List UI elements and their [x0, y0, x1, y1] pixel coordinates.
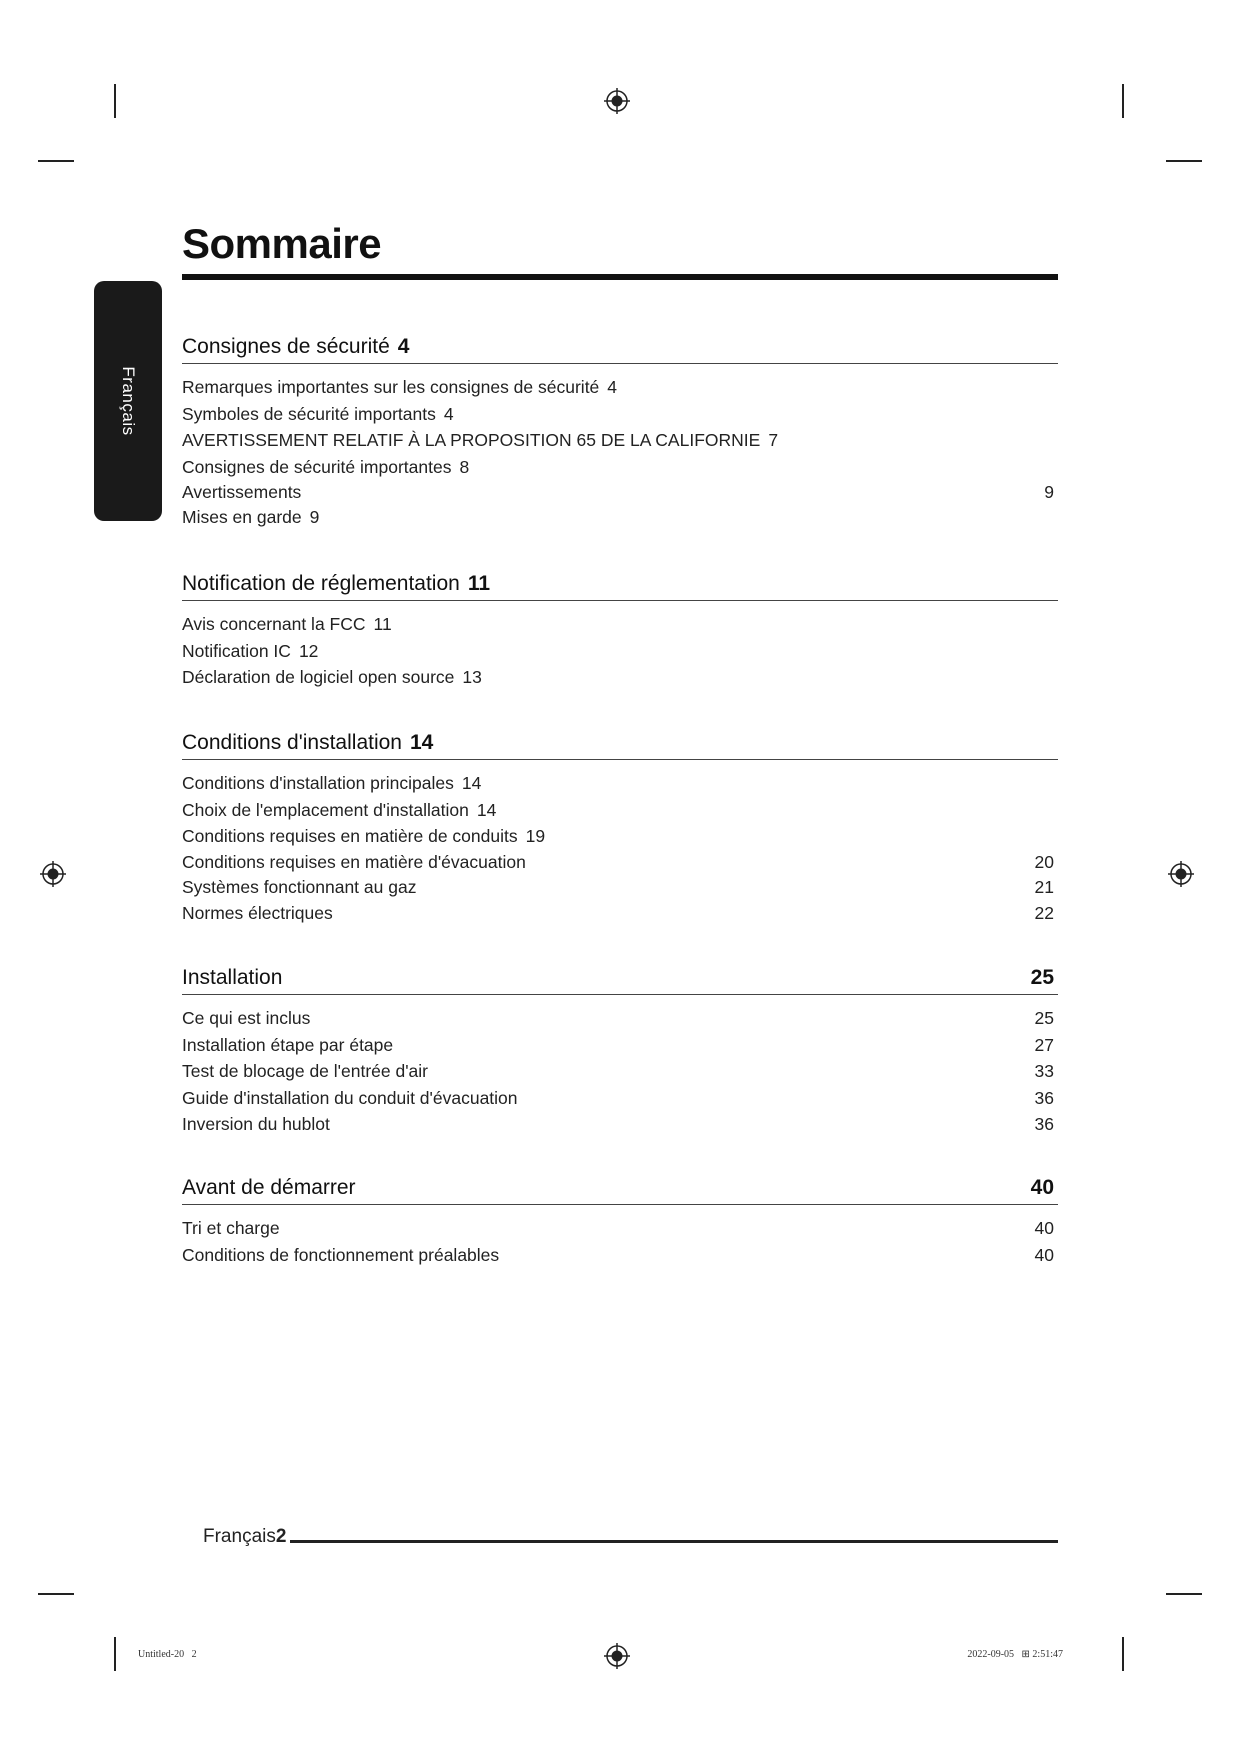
crop-mark [114, 84, 116, 118]
section-title: Notification de réglementation [182, 572, 460, 595]
entry-label: Notification IC [182, 640, 291, 661]
entry-label: Ce qui est inclus [182, 1008, 311, 1028]
entry-page: 22 [1034, 903, 1054, 923]
entry-page: 21 [1034, 876, 1054, 897]
toc-entry[interactable] [182, 664, 1058, 691]
toc-entry[interactable] [182, 874, 1058, 901]
entry-label: Normes électriques [182, 903, 333, 923]
entry-page: 36 [1034, 1087, 1054, 1108]
toc-entry[interactable] [182, 1032, 1058, 1059]
entry-page: 40 [1034, 1218, 1054, 1238]
entry-page: 7 [768, 430, 779, 450]
page-title: Sommaire [182, 220, 382, 267]
toc-section-safety [182, 331, 1058, 531]
entry-page: 20 [1034, 851, 1054, 872]
section-heading[interactable] [182, 568, 1058, 601]
entry-label: Inversion du hublot [182, 1114, 330, 1134]
toc-entry[interactable] [182, 770, 1058, 797]
section-page: 40 [1030, 1176, 1054, 1199]
entry-label: Remarques importantes sur les consignes de sécurité [182, 377, 600, 397]
toc-entry[interactable] [182, 823, 1058, 850]
entry-page: 14 [461, 773, 482, 793]
entry-page: 9 [1044, 482, 1054, 502]
toc-entry[interactable] [182, 1111, 1058, 1138]
footer-language: Français [203, 1526, 276, 1547]
title-rule [182, 274, 1058, 280]
section-heading[interactable] [182, 962, 1058, 995]
section-page: 25 [1030, 966, 1054, 989]
toc-entry[interactable] [182, 1005, 1058, 1032]
entry-label: Guide d'installation du conduit d'évacuation [182, 1087, 518, 1108]
entry-label: AVERTISSEMENT RELATIF À LA PROPOSITION 65 DE LA CALIFORNIE [182, 430, 761, 450]
entry-label: Conditions requises en matière d'évacuation [182, 851, 526, 872]
section-heading[interactable] [182, 331, 1058, 364]
toc-entry[interactable] [182, 850, 1058, 874]
toc-entry[interactable] [182, 900, 1058, 927]
entry-page: 9 [309, 507, 320, 527]
entry-label: Conditions d'installation principales [182, 773, 454, 793]
section-title: Installation [182, 966, 283, 989]
section-page: 11 [467, 572, 491, 595]
entry-label: Choix de l'emplacement d'installation [182, 799, 469, 820]
toc-section-installation [182, 962, 1058, 1138]
toc-entry[interactable] [182, 401, 1058, 428]
toc-section-before-starting [182, 1172, 1058, 1268]
toc-entry[interactable] [182, 611, 1058, 638]
section-title: Conditions d'installation [182, 731, 402, 754]
entry-label: Symboles de sécurité importants [182, 403, 436, 424]
entry-label: Consignes de sécurité importantes [182, 456, 452, 477]
entry-page: 25 [1034, 1008, 1054, 1028]
toc-entry[interactable] [182, 797, 1058, 824]
page-number: 2 [275, 1526, 287, 1547]
toc-entry[interactable] [182, 480, 1058, 504]
entry-page: 12 [298, 640, 319, 661]
section-page: 14 [409, 731, 434, 754]
entry-page: 4 [443, 403, 454, 424]
footer-rule [290, 1540, 1058, 1543]
toc-section-regulatory [182, 568, 1058, 691]
toc-entry[interactable] [182, 1085, 1058, 1112]
section-title: Consignes de sécurité [182, 335, 390, 358]
print-timestamp: 2022-09-05 ⊞ 2:51:47 [967, 1649, 1063, 1660]
page-footer [203, 1526, 286, 1548]
entry-page: 33 [1034, 1061, 1054, 1081]
entry-page: 8 [459, 456, 470, 477]
entry-page: 14 [476, 799, 497, 820]
toc-entry[interactable] [182, 427, 1058, 454]
entry-page: 4 [607, 377, 618, 397]
crop-mark [38, 160, 74, 162]
toc-entry[interactable] [182, 454, 1058, 481]
language-tab-label: Français [119, 366, 138, 436]
toc-entry[interactable] [182, 504, 1058, 531]
registration-mark-icon [1168, 861, 1194, 887]
entry-page: 13 [462, 667, 482, 687]
entry-label: Déclaration de logiciel open source [182, 667, 455, 687]
crop-mark [1122, 1637, 1124, 1671]
toc-entry[interactable] [182, 1058, 1058, 1085]
registration-mark-icon [40, 861, 66, 887]
entry-page: 11 [373, 614, 392, 634]
entry-label: Systèmes fonctionnant au gaz [182, 876, 417, 897]
entry-label: Mises en garde [182, 507, 302, 527]
entry-page: 36 [1034, 1114, 1054, 1134]
toc-entry[interactable] [182, 638, 1058, 665]
entry-label: Avis concernant la FCC [182, 614, 366, 634]
entry-page: 27 [1034, 1034, 1054, 1055]
toc-section-installation-requirements [182, 727, 1058, 927]
toc-entry[interactable] [182, 374, 1058, 401]
print-file-info: Untitled-20 2 [138, 1649, 197, 1660]
crop-mark [114, 1637, 116, 1671]
entry-page: 19 [525, 826, 546, 846]
entry-label: Conditions requises en matière de conduits [182, 826, 518, 846]
entry-page: 40 [1034, 1244, 1054, 1265]
entry-label: Tri et charge [182, 1218, 280, 1238]
language-tab [94, 281, 162, 521]
crop-mark [38, 1593, 74, 1595]
toc-entry[interactable] [182, 1242, 1058, 1269]
entry-label: Avertissements [182, 482, 302, 502]
registration-mark-icon [604, 1643, 630, 1669]
section-title: Avant de démarrer [182, 1176, 356, 1199]
toc-entry[interactable] [182, 1215, 1058, 1242]
entry-label: Installation étape par étape [182, 1034, 394, 1055]
crop-mark [1166, 160, 1202, 162]
registration-mark-icon [604, 88, 630, 114]
entry-label: Conditions de fonctionnement préalables [182, 1244, 500, 1265]
section-page: 4 [397, 335, 410, 358]
entry-label: Test de blocage de l'entrée d'air [182, 1061, 429, 1081]
section-heading[interactable] [182, 1172, 1058, 1205]
crop-mark [1122, 84, 1124, 118]
section-heading[interactable] [182, 727, 1058, 760]
crop-mark [1166, 1593, 1202, 1595]
